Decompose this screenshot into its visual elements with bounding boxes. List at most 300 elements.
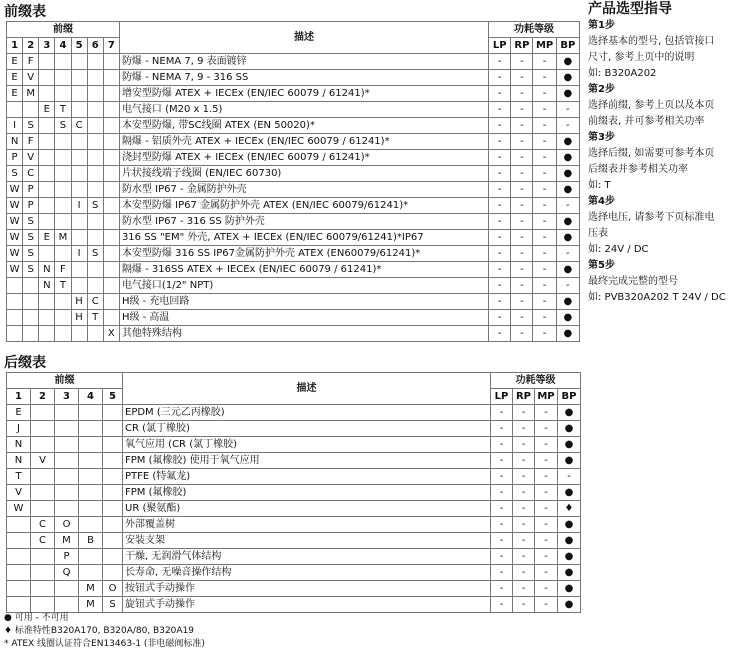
- prefix-code-cell: [71, 262, 87, 278]
- prefix-power-cell: -: [489, 102, 511, 118]
- prefix-code-cell: [55, 214, 71, 230]
- prefix-code-cell: H: [71, 310, 87, 326]
- prefix-power-cell: -: [489, 230, 511, 246]
- prefix-power-cell: -: [511, 262, 533, 278]
- guide-step-text: 后缀表并参考相关功率: [588, 164, 688, 175]
- prefix-power-cell: -: [511, 70, 533, 86]
- suffix-code-cell: [31, 469, 55, 485]
- prefix-code-cell: [55, 86, 71, 102]
- prefix-code-cell: [39, 294, 55, 310]
- suffix-code-cell: [79, 469, 103, 485]
- prefix-code-cell: [55, 246, 71, 262]
- suffix-power-cell: -: [513, 533, 535, 549]
- suffix-power-cell: -: [491, 421, 513, 437]
- prefix-power-cell: -: [511, 134, 533, 150]
- prefix-power-cell: -: [489, 118, 511, 134]
- prefix-code-cell: [71, 278, 87, 294]
- suffix-code-cell: [55, 453, 79, 469]
- table-row: [7, 549, 581, 565]
- prefix-power-cell: -: [489, 70, 511, 86]
- prefix-code-cell: [103, 278, 119, 294]
- prefix-code-cell: N: [7, 134, 23, 150]
- prefix-description: 316 SS "EM" 外壳, ATEX + IECEx (EN/IEC 60079/61241)*IP67: [119, 230, 488, 246]
- table-row: [7, 597, 581, 613]
- suffix-code-cell: [55, 437, 79, 453]
- prefix-code-cell: S: [23, 246, 39, 262]
- prefix-code-cell: [103, 230, 119, 246]
- suffix-col-3: 3: [55, 389, 79, 405]
- prefix-description: 防水型 IP67 - 金属防护外壳: [119, 182, 488, 198]
- suffix-power-cell: -: [491, 501, 513, 517]
- prefix-code-cell: [71, 214, 87, 230]
- table-row: [7, 501, 581, 517]
- suffix-code-cell: [7, 565, 31, 581]
- prefix-code-cell: [103, 294, 119, 310]
- prefix-code-cell: [103, 182, 119, 198]
- suffix-code-cell: [31, 501, 55, 517]
- prefix-code-cell: [103, 102, 119, 118]
- suffix-code-cell: [103, 501, 123, 517]
- table-row: [7, 469, 581, 485]
- suffix-code-cell: [103, 453, 123, 469]
- table-row: [7, 198, 580, 214]
- suffix-power-cell: -: [491, 485, 513, 501]
- prefix-code-cell: [39, 70, 55, 86]
- suffix-code-cell: M: [55, 533, 79, 549]
- prefix-power-cell: -: [533, 150, 556, 166]
- suffix-power-cell: -: [535, 437, 558, 453]
- suffix-description: EPDM (三元乙丙橡胶): [123, 405, 491, 421]
- guide-step-text: 选择前缀, 参考上页以及本页: [588, 100, 715, 111]
- table-row: [7, 54, 580, 70]
- prefix-description: 防爆 - NEMA 7, 9 - 316 SS: [119, 70, 488, 86]
- prefix-code-cell: [103, 166, 119, 182]
- prefix-power-cell: ●: [556, 54, 579, 70]
- prefix-description: 本安型防爆, 带SC线圈 ATEX (EN 50020)*: [119, 118, 488, 134]
- prefix-description: 本安型防爆 316 SS IP67金属防护外壳 ATEX (EN60079/61241)*: [119, 246, 488, 262]
- prefix-code-cell: [55, 182, 71, 198]
- prefix-power-cell: -: [533, 54, 556, 70]
- prefix-code-cell: [87, 230, 103, 246]
- suffix-table-title: 后缀表: [4, 355, 46, 371]
- suffix-description: UR (聚氨酯): [123, 501, 491, 517]
- suffix-description: 干燥, 无润滑气体结构: [123, 549, 491, 565]
- prefix-power-cell: -: [511, 294, 533, 310]
- suffix-power-cell: -: [513, 565, 535, 581]
- suffix-power-cell: ●: [558, 437, 581, 453]
- prefix-description: 隔爆 - 铝质外壳 ATEX + IECEx (EN/IEC 60079 / 61241)*: [119, 134, 488, 150]
- suffix-description: FPM (氟橡胶) 使用于氧气应用: [123, 453, 491, 469]
- suffix-desc-header: 描述: [123, 373, 491, 405]
- prefix-power-cell: -: [511, 102, 533, 118]
- prefix-code-cell: [55, 150, 71, 166]
- prefix-power-cell: -: [489, 182, 511, 198]
- prefix-code-cell: [55, 70, 71, 86]
- prefix-power-cell: -: [556, 278, 579, 294]
- guide-step-text: 尺寸, 参考上页中的说明: [588, 52, 695, 63]
- prefix-code-cell: [103, 246, 119, 262]
- prefix-power-cell: -: [511, 86, 533, 102]
- suffix-power-cell: ●: [558, 533, 581, 549]
- suffix-power-header: 功耗等级: [491, 373, 581, 389]
- prefix-code-cell: [23, 310, 39, 326]
- prefix-code-cell: [71, 102, 87, 118]
- prefix-power-cell: -: [489, 166, 511, 182]
- suffix-description: 旋钮式手动操作: [123, 597, 491, 613]
- prefix-power-cell: -: [533, 262, 556, 278]
- prefix-code-cell: [87, 278, 103, 294]
- prefix-code-cell: S: [87, 198, 103, 214]
- suffix-code-cell: [55, 597, 79, 613]
- table-row: [7, 70, 580, 86]
- prefix-table: [6, 21, 580, 342]
- prefix-power-cell: -: [489, 54, 511, 70]
- suffix-power-cell: -: [558, 469, 581, 485]
- prefix-code-cell: [87, 262, 103, 278]
- guide-step-text: 前缀表, 并可参考相关功率: [588, 116, 705, 127]
- prefix-power-cell: -: [489, 86, 511, 102]
- prefix-power-cell: -: [489, 310, 511, 326]
- prefix-power-cell: -: [489, 134, 511, 150]
- prefix-power-cell: -: [511, 230, 533, 246]
- prefix-power-cell: -: [556, 246, 579, 262]
- suffix-code-cell: [103, 549, 123, 565]
- suffix-code-cell: P: [55, 549, 79, 565]
- suffix-power-cell: -: [491, 565, 513, 581]
- guide-step-text: 选择电压, 请参考下页标准电: [588, 212, 715, 223]
- suffix-code-cell: [31, 437, 55, 453]
- prefix-code-cell: [55, 294, 71, 310]
- prefix-code-cell: [39, 118, 55, 134]
- prefix-code-cell: [103, 150, 119, 166]
- prefix-code-cell: [23, 102, 39, 118]
- prefix-power-cell: ●: [556, 70, 579, 86]
- prefix-description: H级 - 高温: [119, 310, 488, 326]
- prefix-code-cell: [71, 326, 87, 342]
- prefix-code-cell: X: [103, 326, 119, 342]
- suffix-power-rp: RP: [513, 389, 535, 405]
- guide-step-text: 如: PVB320A202 T 24V / DC: [588, 292, 726, 303]
- prefix-code-cell: M: [23, 86, 39, 102]
- prefix-power-cell: ●: [556, 166, 579, 182]
- prefix-code-cell: [103, 134, 119, 150]
- suffix-code-cell: [31, 581, 55, 597]
- prefix-power-header: 功耗等级: [489, 22, 580, 38]
- prefix-code-cell: W: [7, 214, 23, 230]
- table-row: [7, 230, 580, 246]
- suffix-power-cell: -: [513, 501, 535, 517]
- prefix-power-cell: -: [489, 262, 511, 278]
- suffix-power-cell: -: [535, 517, 558, 533]
- suffix-col-4: 4: [79, 389, 103, 405]
- prefix-code-cell: [23, 294, 39, 310]
- guide-step-text: 选择后缀, 如需要可参考本页: [588, 148, 715, 159]
- table-row: [7, 294, 580, 310]
- prefix-code-cell: [87, 134, 103, 150]
- prefix-code-cell: F: [23, 134, 39, 150]
- prefix-power-cell: -: [489, 278, 511, 294]
- suffix-code-cell: [55, 405, 79, 421]
- prefix-power-cell: -: [489, 326, 511, 342]
- prefix-power-cell: ●: [556, 182, 579, 198]
- prefix-power-cell: -: [533, 326, 556, 342]
- prefix-code-cell: S: [87, 246, 103, 262]
- prefix-code-cell: S: [23, 262, 39, 278]
- prefix-code-cell: [87, 150, 103, 166]
- suffix-code-cell: C: [31, 517, 55, 533]
- legend-note: ♦ 标准特性B320A170, B320A/80, B320A19: [4, 626, 195, 636]
- prefix-power-cell: ●: [556, 86, 579, 102]
- guide-step-text: 压表: [588, 228, 608, 239]
- suffix-code-cell: B: [79, 533, 103, 549]
- prefix-code-cell: F: [23, 54, 39, 70]
- prefix-power-cell: -: [533, 86, 556, 102]
- prefix-code-cell: [23, 326, 39, 342]
- suffix-code-cell: W: [7, 501, 31, 517]
- prefix-power-cell: -: [533, 182, 556, 198]
- prefix-code-cell: [39, 214, 55, 230]
- prefix-code-cell: [55, 166, 71, 182]
- prefix-code-cell: [87, 86, 103, 102]
- prefix-power-cell: -: [511, 278, 533, 294]
- suffix-power-cell: -: [491, 453, 513, 469]
- table-row: [7, 405, 581, 421]
- prefix-power-cell: ●: [556, 230, 579, 246]
- suffix-code-cell: C: [31, 533, 55, 549]
- prefix-code-cell: [71, 70, 87, 86]
- prefix-code-cell: I: [7, 118, 23, 134]
- prefix-code-cell: S: [23, 118, 39, 134]
- prefix-power-cell: -: [511, 118, 533, 134]
- prefix-code-cell: M: [55, 230, 71, 246]
- prefix-code-cell: [71, 230, 87, 246]
- prefix-power-cell: -: [511, 54, 533, 70]
- suffix-code-cell: [103, 421, 123, 437]
- suffix-code-cell: Q: [55, 565, 79, 581]
- prefix-code-cell: [7, 278, 23, 294]
- prefix-code-cell: [55, 54, 71, 70]
- suffix-power-mp: MP: [535, 389, 558, 405]
- prefix-power-cell: -: [511, 166, 533, 182]
- prefix-code-cell: [71, 86, 87, 102]
- suffix-code-cell: T: [7, 469, 31, 485]
- guide-step-text: 如: B320A202: [588, 68, 657, 79]
- table-row: [7, 182, 580, 198]
- prefix-code-cell: [87, 118, 103, 134]
- prefix-description: 电气接口 (M20 x 1.5): [119, 102, 488, 118]
- suffix-power-cell: -: [535, 501, 558, 517]
- suffix-code-cell: [31, 549, 55, 565]
- suffix-power-lp: LP: [491, 389, 513, 405]
- suffix-power-cell: -: [491, 405, 513, 421]
- prefix-col-5: 5: [71, 38, 87, 54]
- suffix-power-cell: -: [535, 453, 558, 469]
- prefix-code-cell: P: [23, 198, 39, 214]
- prefix-description: 其他特殊结构: [119, 326, 488, 342]
- suffix-code-cell: V: [31, 453, 55, 469]
- prefix-code-cell: [103, 118, 119, 134]
- suffix-description: 外部覆盖树: [123, 517, 491, 533]
- table-row: [7, 453, 581, 469]
- prefix-code-cell: [7, 294, 23, 310]
- prefix-power-cell: -: [533, 310, 556, 326]
- prefix-code-cell: [7, 326, 23, 342]
- prefix-code-cell: W: [7, 246, 23, 262]
- prefix-code-cell: E: [7, 70, 23, 86]
- suffix-power-cell: ●: [558, 565, 581, 581]
- prefix-code-cell: W: [7, 198, 23, 214]
- prefix-code-cell: [87, 166, 103, 182]
- suffix-power-cell: ●: [558, 597, 581, 613]
- suffix-code-cell: [79, 565, 103, 581]
- prefix-code-cell: [39, 246, 55, 262]
- guide-step-text: 最终完成完整的型号: [588, 276, 678, 287]
- prefix-col-1: 1: [7, 38, 23, 54]
- suffix-code-cell: [103, 565, 123, 581]
- suffix-col-1: 1: [7, 389, 31, 405]
- prefix-code-cell: [87, 214, 103, 230]
- prefix-power-cell: -: [489, 246, 511, 262]
- suffix-code-cell: M: [79, 597, 103, 613]
- prefix-col-2: 2: [23, 38, 39, 54]
- prefix-code-cell: [87, 102, 103, 118]
- suffix-power-cell: -: [491, 437, 513, 453]
- prefix-col-4: 4: [55, 38, 71, 54]
- suffix-power-cell: ●: [558, 421, 581, 437]
- table-row: [7, 326, 580, 342]
- prefix-power-cell: -: [533, 118, 556, 134]
- table-row: [7, 86, 580, 102]
- suffix-code-cell: [55, 501, 79, 517]
- suffix-power-cell: -: [535, 581, 558, 597]
- prefix-power-cell: ●: [556, 262, 579, 278]
- suffix-description: 按钮式手动操作: [123, 581, 491, 597]
- suffix-code-cell: O: [55, 517, 79, 533]
- suffix-power-cell: -: [535, 565, 558, 581]
- prefix-code-cell: [39, 86, 55, 102]
- suffix-power-cell: ●: [558, 405, 581, 421]
- prefix-code-cell: C: [23, 166, 39, 182]
- prefix-power-cell: -: [511, 198, 533, 214]
- suffix-code-cell: [7, 597, 31, 613]
- guide-step-heading: 第1步: [588, 20, 615, 31]
- suffix-code-cell: [7, 533, 31, 549]
- suffix-code-cell: [31, 421, 55, 437]
- suffix-code-cell: [79, 437, 103, 453]
- prefix-code-cell: C: [87, 294, 103, 310]
- prefix-power-cell: -: [489, 214, 511, 230]
- guide-step-text: 如: 24V / DC: [588, 244, 649, 255]
- suffix-description: CR (氯丁橡胶): [123, 421, 491, 437]
- suffix-power-cell: -: [535, 549, 558, 565]
- prefix-power-cell: -: [511, 326, 533, 342]
- suffix-power-cell: ●: [558, 485, 581, 501]
- prefix-code-cell: [103, 310, 119, 326]
- prefix-power-cell: ●: [556, 310, 579, 326]
- prefix-power-cell: ●: [556, 134, 579, 150]
- prefix-description: 防爆 - NEMA 7, 9 表面镀锌: [119, 54, 488, 70]
- prefix-code-cell: [71, 134, 87, 150]
- prefix-power-cell: -: [511, 150, 533, 166]
- table-row: [7, 134, 580, 150]
- suffix-code-cell: [103, 485, 123, 501]
- suffix-code-cell: [79, 453, 103, 469]
- prefix-power-cell: -: [489, 198, 511, 214]
- selection-guide: [588, 0, 748, 306]
- suffix-code-cell: [103, 517, 123, 533]
- legend-note: * ATEX 线圈认证符合EN13463-1 (非电磁阀标准): [4, 639, 205, 649]
- prefix-code-cell: [87, 70, 103, 86]
- prefix-code-cell: [103, 262, 119, 278]
- prefix-code-cell: [39, 134, 55, 150]
- prefix-code-cell: E: [39, 230, 55, 246]
- prefix-description: H级 - 充电回路: [119, 294, 488, 310]
- guide-step-heading: 第2步: [588, 84, 615, 95]
- table-row: [7, 102, 580, 118]
- prefix-code-cell: [55, 310, 71, 326]
- prefix-code-cell: [55, 326, 71, 342]
- suffix-code-cell: [103, 405, 123, 421]
- prefix-code-cell: P: [23, 182, 39, 198]
- suffix-code-cell: [7, 581, 31, 597]
- table-row: [7, 581, 581, 597]
- prefix-power-cell: -: [556, 102, 579, 118]
- prefix-power-lp: LP: [489, 38, 511, 54]
- prefix-power-cell: -: [533, 198, 556, 214]
- suffix-power-cell: ♦: [558, 501, 581, 517]
- prefix-power-cell: ●: [556, 326, 579, 342]
- suffix-code-cell: [55, 485, 79, 501]
- prefix-col-7: 7: [103, 38, 119, 54]
- suffix-power-cell: -: [535, 469, 558, 485]
- suffix-power-cell: -: [491, 549, 513, 565]
- prefix-code-cell: H: [71, 294, 87, 310]
- table-row: [7, 150, 580, 166]
- suffix-power-cell: -: [513, 405, 535, 421]
- suffix-description: FPM (氟橡胶): [123, 485, 491, 501]
- prefix-code-cell: S: [55, 118, 71, 134]
- suffix-power-cell: -: [513, 485, 535, 501]
- suffix-code-cell: [7, 549, 31, 565]
- suffix-code-cell: [31, 485, 55, 501]
- table-row: [7, 485, 581, 501]
- suffix-power-cell: -: [513, 421, 535, 437]
- prefix-code-cell: S: [7, 166, 23, 182]
- prefix-code-cell: [103, 54, 119, 70]
- table-row: [7, 437, 581, 453]
- suffix-power-cell: -: [513, 469, 535, 485]
- suffix-power-cell: -: [513, 549, 535, 565]
- suffix-code-cell: [79, 405, 103, 421]
- prefix-code-cell: [71, 54, 87, 70]
- suffix-power-cell: -: [513, 453, 535, 469]
- suffix-power-cell: -: [491, 469, 513, 485]
- guide-title: 产品选型指导: [588, 1, 672, 17]
- prefix-description: 防水型 IP67 - 316 SS 防护外壳: [119, 214, 488, 230]
- prefix-power-cell: ●: [556, 150, 579, 166]
- suffix-code-cell: [55, 421, 79, 437]
- prefix-power-cell: -: [511, 310, 533, 326]
- prefix-code-cell: [39, 150, 55, 166]
- prefix-code-cell: [39, 166, 55, 182]
- suffix-group-header: 前缀: [7, 373, 123, 389]
- prefix-power-cell: -: [533, 102, 556, 118]
- suffix-table: [6, 372, 581, 613]
- suffix-power-cell: -: [491, 517, 513, 533]
- suffix-col-5: 5: [103, 389, 123, 405]
- prefix-code-cell: [39, 198, 55, 214]
- prefix-group-header: 前缀: [7, 22, 120, 38]
